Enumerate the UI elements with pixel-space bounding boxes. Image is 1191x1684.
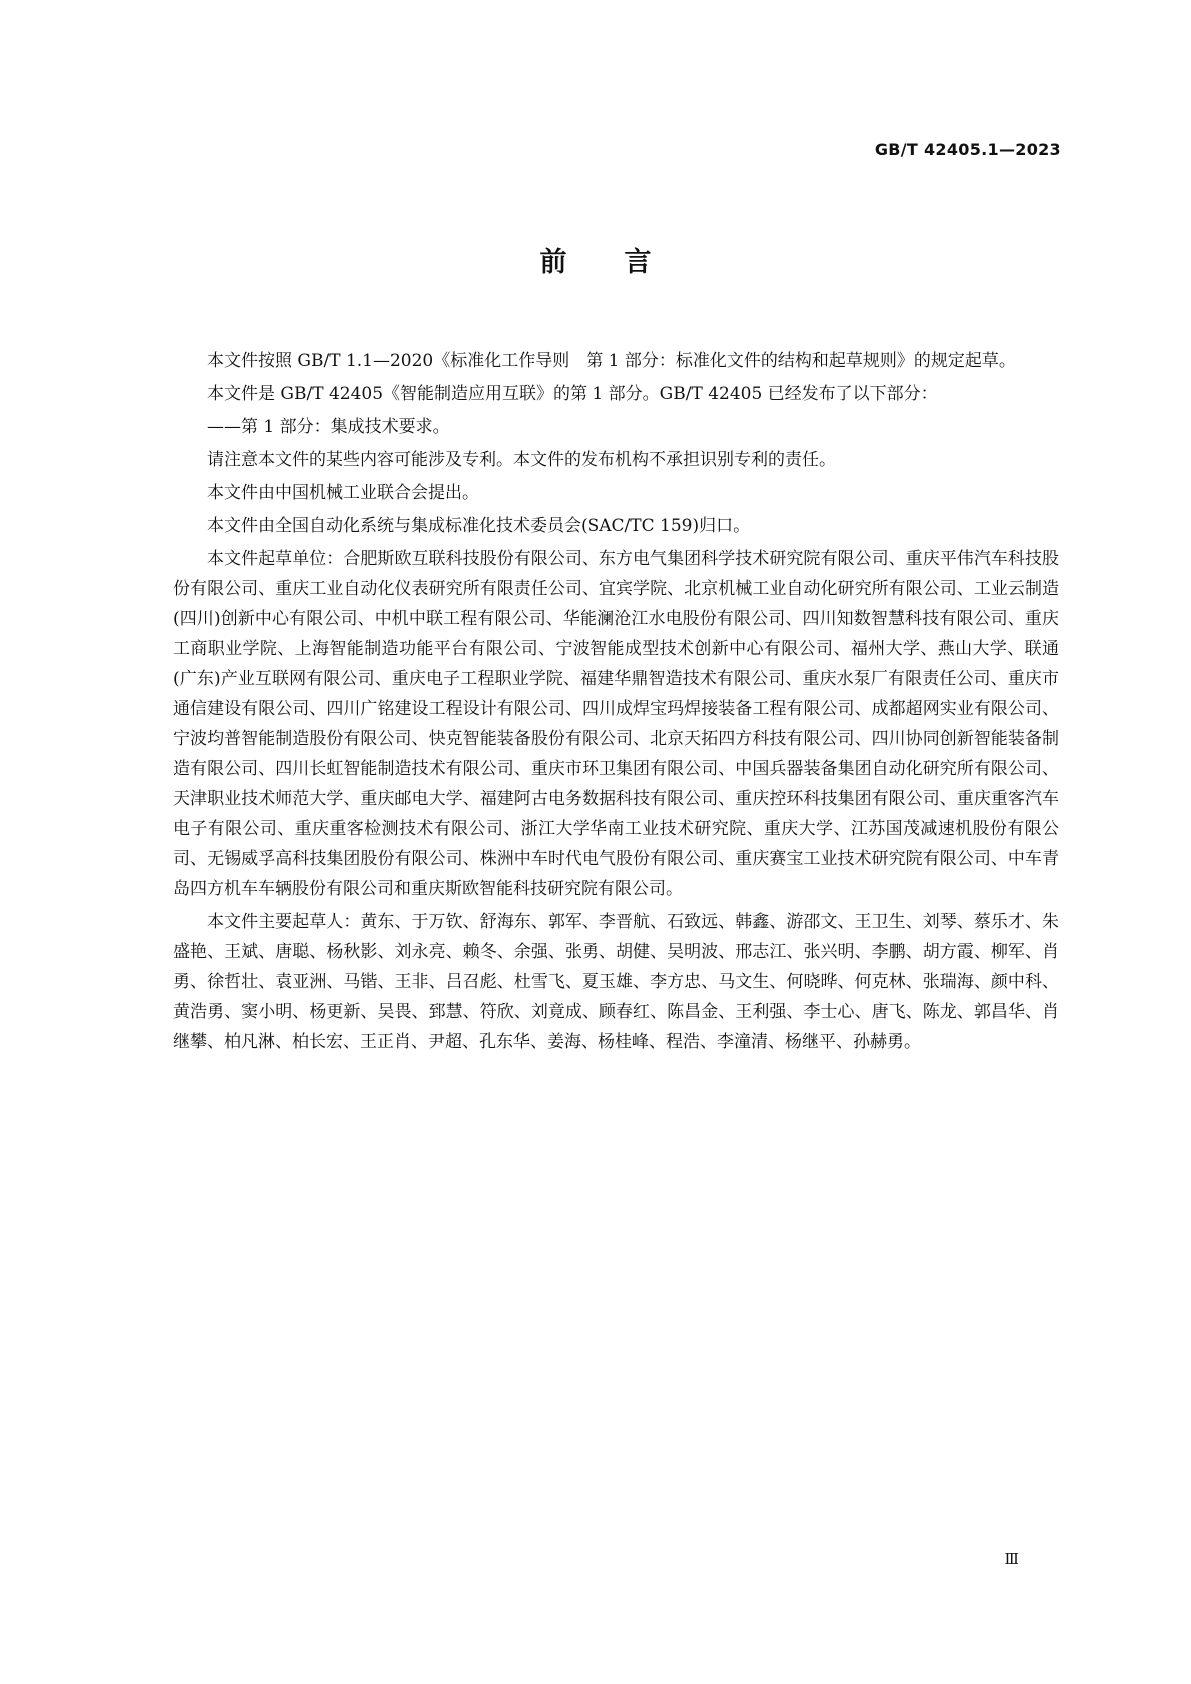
paragraph-proposed-by: 本文件由中国机械工业联合会提出。: [207, 483, 479, 503]
paragraph-drafting-rules: 本文件按照 GB/T 1.1—2020《标准化工作导则 第 1 部分：标准化文件的结构和起草规则》的规定起草。: [207, 351, 1016, 371]
paragraph-main-drafters: 本文件主要起草人：黄东、于万钦、舒海东、郭军、李晋航、石致远、韩鑫、游邵文、王卫生、刘琴、蔡乐才、朱盛艳、王斌、唐聪、杨秋影、刘永亮、赖冬、余强、张勇、胡健、吴明波、邢志江、张兴明、李鹏、胡方霞、柳军、肖勇、徐哲壮、袁亚洲、马锴、王非、吕召彪、杜雪飞、夏玉雄、李方忠、马文生、何晓晔、何克林、张瑞海、颜中科、黄浩勇、窦小明、杨更新、吴畏、郅慧、符欣、刘竟成、顾春红、陈昌金、王利强、李士心、唐飞、陈龙、郭昌华、肖继攀、柏凡淋、柏长宏、王正肖、尹超、孔东华、姜海、杨桂峰、程浩、李潼清、杨继平、孙赫勇。: [173, 912, 1059, 1052]
paragraph-centralized-by: 本文件由全国自动化系统与集成标准化技术委员会(SAC/TC 159)归口。: [207, 516, 751, 536]
paragraph-patent-notice: 请注意本文件的某些内容可能涉及专利。本文件的发布机构不承担识别专利的责任。: [207, 450, 836, 470]
page-title: 前言: [539, 247, 710, 278]
preface-body: [173, 346, 1059, 1060]
paragraph-part-list-item: ——第 1 部分：集成技术要求。: [207, 417, 450, 437]
standard-number: GB/T 42405.1—2023: [874, 140, 1061, 159]
page-number: Ⅲ: [1004, 1550, 1019, 1568]
paragraph-drafting-organizations: 本文件起草单位：合肥斯欧互联科技股份有限公司、东方电气集团科学技术研究院有限公司、重庆平伟汽车科技股份有限公司、重庆工业自动化仪表研究所有限责任公司、宜宾学院、北京机械工业自动化研究所有限公司、工业云制造(四川)创新中心有限公司、中机中联工程有限公司、华能澜沧江水电股份有限公司、四川知数智慧科技有限公司、重庆工商职业学院、上海智能制造功能平台有限公司、宁波智能成型技术创新中心有限公司、福州大学、燕山大学、联通(广东)产业互联网有限公司、重庆电子工程职业学院、福建华鼎智造技术有限公司、重庆水泵厂有限责任公司、重庆市通信建设有限公司、四川广铭建设工程设计有限公司、四川成焊宝玛焊接装备工程有限公司、成都超网实业有限公司、宁波均普智能制造股份有限公司、快克智能装备股份有限公司、北京天拓四方科技有限公司、四川协同创新智能装备制造有限公司、四川长虹智能制造技术有限公司、重庆市环卫集团有限公司、中国兵器装备集团自动化研究所有限公司、天津职业技术师范大学、重庆邮电大学、福建阿古电务数据科技有限公司、重庆控环科技集团有限公司、重庆重客汽车电子有限公司、重庆重客检测技术有限公司、浙江大学华南工业技术研究院、重庆大学、江苏国茂减速机股份有限公司、无锡威孚高科技集团股份有限公司、株洲中车时代电气股份有限公司、重庆赛宝工业技术研究院有限公司、中车青岛四方机车车辆股份有限公司和重庆斯欧智能科技研究院有限公司。: [173, 549, 1059, 899]
paragraph-series-parts: 本文件是 GB/T 42405《智能制造应用互联》的第 1 部分。GB/T 42405 已经发布了以下部分：: [207, 384, 938, 404]
